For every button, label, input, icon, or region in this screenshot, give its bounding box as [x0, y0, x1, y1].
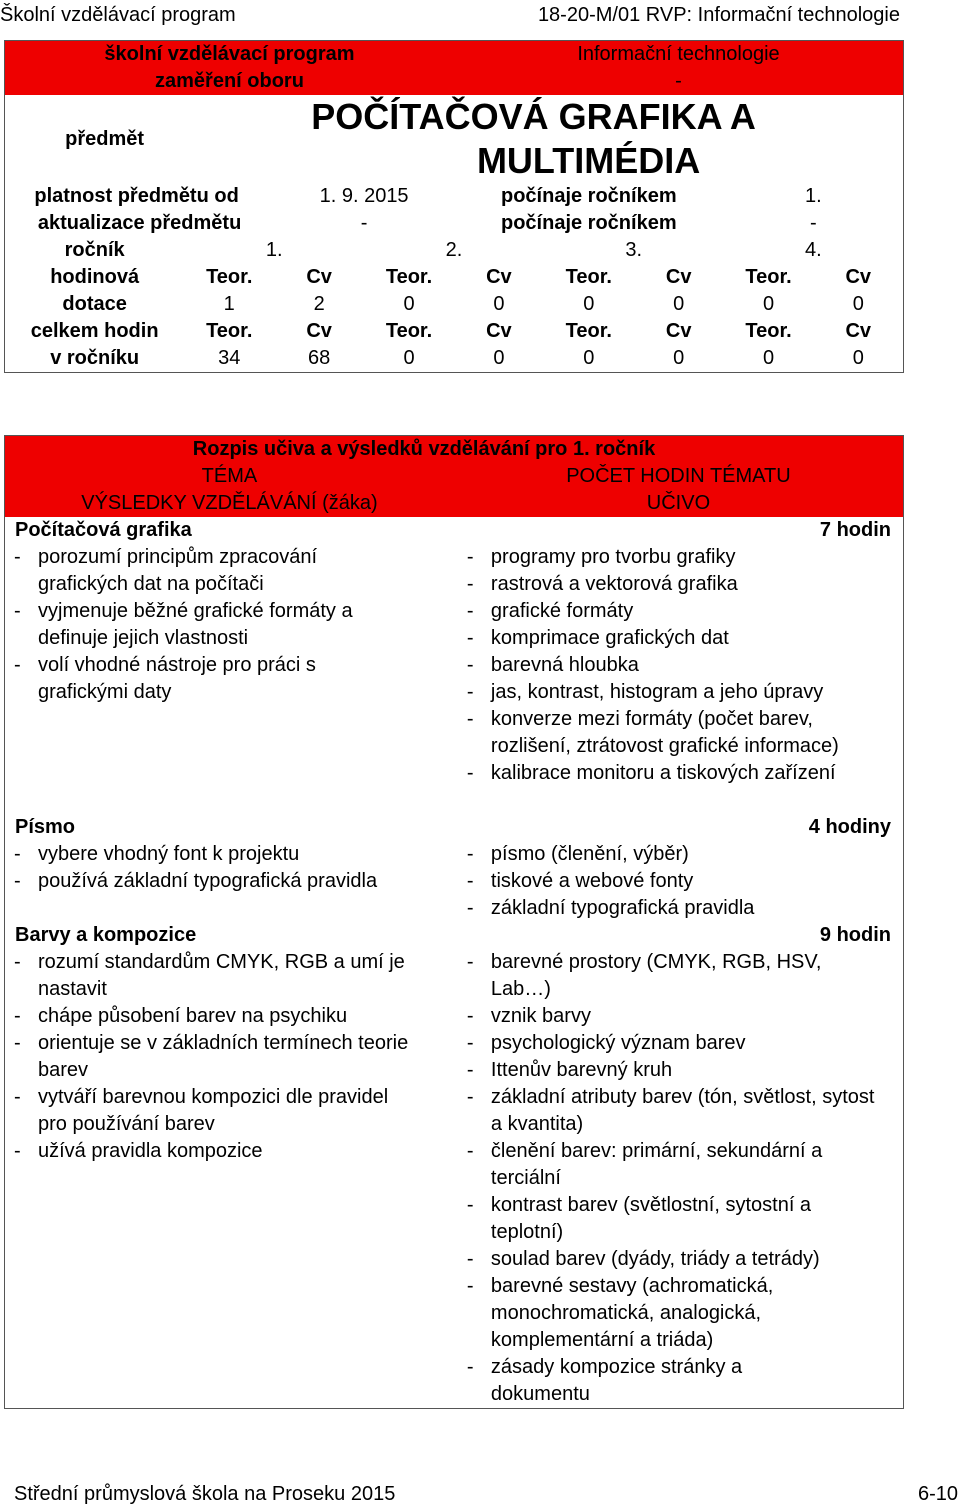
list-item: - barevné sestavy (achromatická, monochromatická, analogická, komplementární a triáda) [458, 1273, 903, 1354]
list-item: - kalibrace monitoru a tiskových zařízení [458, 760, 903, 787]
teor-header: Teor. [206, 266, 253, 288]
cv-header: Cv [306, 266, 332, 288]
dotace-value: 0 [493, 293, 505, 315]
celkem-value: 0 [493, 347, 505, 369]
svp-value: Informační technologie [577, 43, 780, 65]
list-item: - vyjmenuje běžné grafické formáty a definuje jejich vlastnosti [5, 598, 454, 652]
ucivo-list [454, 544, 903, 787]
celkem-value: 0 [852, 347, 864, 369]
list-item: - užívá pravidla kompozice [5, 1138, 454, 1165]
section-pismo [5, 814, 904, 922]
list-item: - písmo (členění, výběr) [458, 841, 903, 868]
list-item: - členění barev: primární, sekundární a terciální [458, 1138, 903, 1192]
vysledky-list [5, 949, 454, 1165]
dotace-value: 0 [583, 293, 595, 315]
platnost-pocinaje: počínaje ročníkem [500, 185, 677, 207]
teor-header: Teor. [385, 320, 433, 342]
aktualizace-date: - [360, 212, 368, 234]
list-item: - tiskové a webové fonty [458, 868, 903, 895]
list-item: - orientuje se v základních termínech teorie barev [5, 1030, 454, 1084]
list-item: - grafické formáty [458, 598, 903, 625]
dotace-value: 1 [223, 293, 235, 315]
header-right: 18-20-M/01 RVP: Informační technologie [537, 4, 900, 26]
list-item: - rastrová a vektorová grafika [458, 571, 903, 598]
svp-label: školní vzdělávací program [104, 43, 355, 65]
list-item: - vytváří barevnou kompozici dle pravidel pro používání barev [5, 1084, 454, 1138]
cv-header: Cv [845, 320, 872, 342]
celkem-value: 0 [763, 347, 775, 369]
list-item: - rozumí standardům CMYK, RGB a umí je nastavit [5, 949, 454, 1003]
teor-header: Teor. [385, 266, 433, 288]
teor-header: Teor. [206, 320, 253, 342]
cv-header: Cv [306, 320, 332, 342]
cv-header: Cv [486, 320, 512, 342]
footer-right: 6-10 [917, 1483, 958, 1505]
celkem-value: 0 [583, 347, 595, 369]
list-item: - psychologický význam barev [458, 1030, 903, 1057]
section-title: Barvy a kompozice [15, 924, 197, 946]
celkem-label-1: celkem hodin [30, 320, 159, 342]
list-item: - základní typografická pravidla [458, 895, 903, 922]
aktualizace-label: aktualizace předmětu [37, 212, 242, 234]
platnost-label: platnost předmětu od [34, 185, 239, 207]
vysledky-list [5, 544, 454, 706]
list-item: - volí vhodné nástroje pro práci s grafickými daty [5, 652, 454, 706]
dotace-value: 0 [673, 293, 685, 315]
teor-header: Teor. [745, 320, 792, 342]
ucivo-header: UČIVO [646, 492, 711, 514]
cv-header: Cv [665, 320, 692, 342]
vysledky-header: VÝSLEDKY VZDĚLÁVÁNÍ (žáka) [81, 492, 378, 514]
rocnik-4: 4. [804, 239, 822, 261]
list-item: - soulad barev (dyády, triády a tetrády) [458, 1246, 903, 1273]
section-hours: 9 hodin [819, 924, 891, 946]
pocet-header: POČET HODIN TÉMATU [566, 465, 791, 487]
ucivo-list [454, 949, 903, 1408]
list-item: - kontrast barev (světlostní, sytostní a teplotní) [458, 1192, 903, 1246]
teor-header: Teor. [745, 266, 792, 288]
aktualizace-pocinaje: počínaje ročníkem [500, 212, 677, 234]
ucivo-list [454, 841, 903, 922]
section-hours: 4 hodiny [808, 816, 891, 838]
curriculum-table [4, 435, 904, 1409]
footer-left: Střední průmyslová škola na Proseku 2015 [14, 1483, 396, 1505]
list-item: - programy pro tvorbu grafiky [458, 544, 903, 571]
section-barvy-a-kompozice [5, 922, 904, 1409]
section-title: Počítačová grafika [15, 519, 192, 541]
dotace-value: 0 [852, 293, 864, 315]
list-item: - porozumí principům zpracování grafických dat na počítači [5, 544, 454, 598]
list-item: - vznik barvy [458, 1003, 903, 1030]
zamereni-value: - [675, 70, 682, 92]
subject-info-table [4, 40, 904, 373]
section-title: Písmo [15, 816, 76, 838]
rozpis-title: Rozpis učiva a výsledků vzdělávání pro 1. ročník [192, 438, 656, 460]
cv-header: Cv [845, 266, 872, 288]
dotace-value: 0 [403, 293, 415, 315]
celkem-value: 0 [403, 347, 415, 369]
cv-header: Cv [486, 266, 512, 288]
dotace-value: 0 [763, 293, 775, 315]
tema-header: TÉMA [201, 465, 258, 487]
header-left: Školní vzdělávací program [0, 4, 236, 26]
platnost-date: 1. 9. 2015 [319, 185, 409, 207]
list-item: - jas, kontrast, histogram a jeho úpravy [458, 679, 903, 706]
list-item: - chápe působení barev na psychiku [5, 1003, 454, 1030]
dotace-label-2: dotace [62, 293, 127, 315]
celkem-value: 34 [218, 347, 241, 369]
list-item: - barevná hloubka [458, 652, 903, 679]
predmet-label: předmět [65, 127, 145, 150]
celkem-value: 0 [673, 347, 685, 369]
list-item: - barevné prostory (CMYK, RGB, HSV, Lab…) [458, 949, 903, 1003]
aktualizace-rocnik: - [809, 212, 817, 234]
rocnik-2: 2. [445, 239, 463, 261]
dotace-value: 2 [313, 293, 325, 315]
platnost-rocnik: 1. [804, 185, 822, 207]
zamereni-label: zaměření oboru [155, 70, 304, 92]
celkem-value: 68 [308, 347, 331, 369]
section-pocitacova-grafika [5, 517, 904, 814]
dotace-label-1: hodinová [50, 266, 140, 288]
list-item: - vybere vhodný font k projektu [5, 841, 454, 868]
rocnik-3: 3. [625, 239, 643, 261]
list-item: - konverze mezi formáty (počet barev, rozlišení, ztrátovost grafické informace) [458, 706, 903, 760]
cv-header: Cv [665, 266, 692, 288]
subject-title: POČÍTAČOVÁ GRAFIKA A MULTIMÉDIA [311, 96, 756, 181]
teor-header: Teor. [565, 320, 612, 342]
rocnik-label: ročník [64, 239, 125, 261]
list-item: - komprimace grafických dat [458, 625, 903, 652]
list-item: - Ittenův barevný kruh [458, 1057, 903, 1084]
section-hours: 7 hodin [819, 519, 891, 541]
vysledky-list [5, 841, 454, 895]
celkem-label-2: v ročníku [50, 347, 140, 369]
list-item: - používá základní typografická pravidla [5, 868, 454, 895]
list-item: - zásady kompozice stránky a dokumentu [458, 1354, 903, 1408]
rocnik-1: 1. [265, 239, 283, 261]
list-item: - základní atributy barev (tón, světlost, sytost a kvantita) [458, 1084, 903, 1138]
teor-header: Teor. [565, 266, 612, 288]
